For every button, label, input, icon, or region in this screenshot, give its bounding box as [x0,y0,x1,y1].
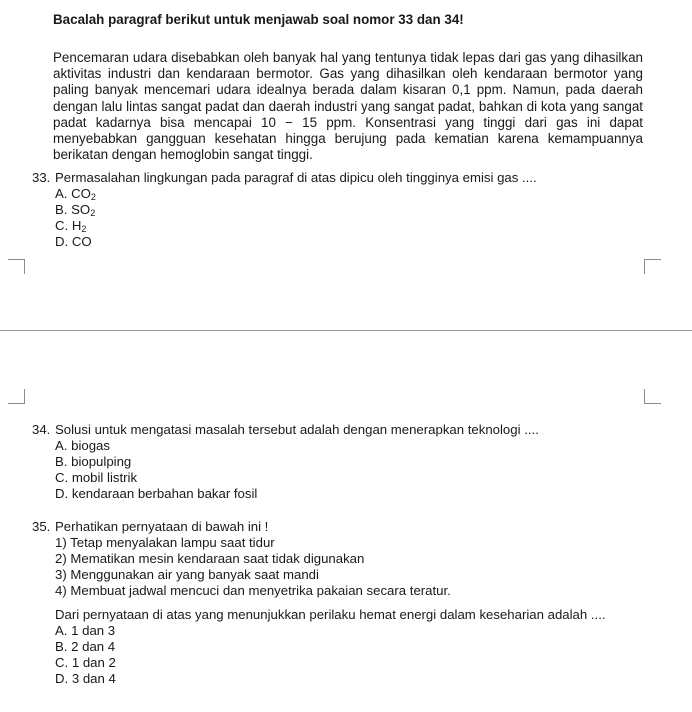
option-b: B. biopulping [55,454,132,469]
question-text: Solusi untuk mengatasi masalah tersebut adalah dengan menerapkan teknologi .... [55,422,539,437]
question-number: 35. [32,519,51,534]
statement-list [55,535,672,599]
reading-paragraph: Pencemaran udara disebabkan oleh banyak hal yang tentunya tidak lepas dari gas yang dihasilkan aktivitas industri dan kendaraan bermotor. Gas yang dihasilkan oleh kendaraan bermotor yang paling banyak mencemari udara idealnya berada dalam kisaran 0,1 ppm. Namun, pada daerah dengan lalu lintas sangat padat dan daerah industri yang sangat padat, bahkan di kota yang sangat padat kadarnya bisa mencapai 10 − 15 ppm. Konsentrasi yang tinggi dari gas ini dapat menyebabkan gangguan kesehatan hingga berujung pada kematian karena kemampuannya berikatan dengan hemoglobin sangat tinggi. [53,50,643,163]
crop-mark-top-right [644,259,661,274]
option-d [55,234,672,250]
option-a: A. biogas [55,438,110,453]
option-b: B. 2 dan 4 [55,639,116,654]
option-d: D. 3 dan 4 [55,671,116,686]
option-a [55,186,672,202]
question-number: 34. [32,422,51,437]
answer-options [55,623,672,687]
crop-mark-bottom-left [8,389,25,404]
question-35 [32,519,672,687]
statement-1: 1) Tetap menyalakan lampu saat tidur [55,535,275,550]
option-formula: SO [71,202,91,217]
option-c: C. 1 dan 2 [55,655,116,670]
option-letter: A. [55,186,68,201]
statement-2: 2) Mematikan mesin kendaraan saat tidak digunakan [55,551,365,566]
statement-3: 3) Menggunakan air yang banyak saat mandi [55,567,319,582]
instruction-heading: Bacalah paragraf berikut untuk menjawab soal nomor 33 dan 34! [53,12,464,27]
option-formula: CO [71,186,91,201]
answer-options [55,186,672,250]
option-b [55,202,672,218]
question-35-prompt: Dari pernyataan di atas yang menunjukkan perilaku hemat energi dalam keseharian adalah .... [55,607,606,622]
option-subscript: 2 [90,208,96,218]
option-d: D. kendaraan berbahan bakar fosil [55,486,258,501]
option-subscript: 2 [81,224,87,234]
option-formula: CO [71,234,92,249]
answer-options [55,438,672,502]
question-33 [32,170,672,250]
question-34 [32,422,672,502]
option-subscript: 2 [90,192,96,202]
question-number: 33. [32,170,51,185]
option-c [55,218,672,234]
option-c: C. mobil listrik [55,470,138,485]
option-a: A. 1 dan 3 [55,623,116,638]
question-text: Permasalahan lingkungan pada paragraf di atas dipicu oleh tingginya emisi gas .... [55,170,537,185]
option-letter: C. [55,218,69,233]
statement-4: 4) Membuat jadwal mencuci dan menyetrika pakaian secara teratur. [55,583,451,598]
option-letter: D. [55,234,69,249]
page-divider [0,330,692,331]
crop-mark-bottom-right [644,389,661,404]
option-formula: H [71,218,82,233]
crop-mark-top-left [8,259,25,274]
question-text: Perhatikan pernyataan di bawah ini ! [55,519,269,534]
option-letter: B. [55,202,68,217]
